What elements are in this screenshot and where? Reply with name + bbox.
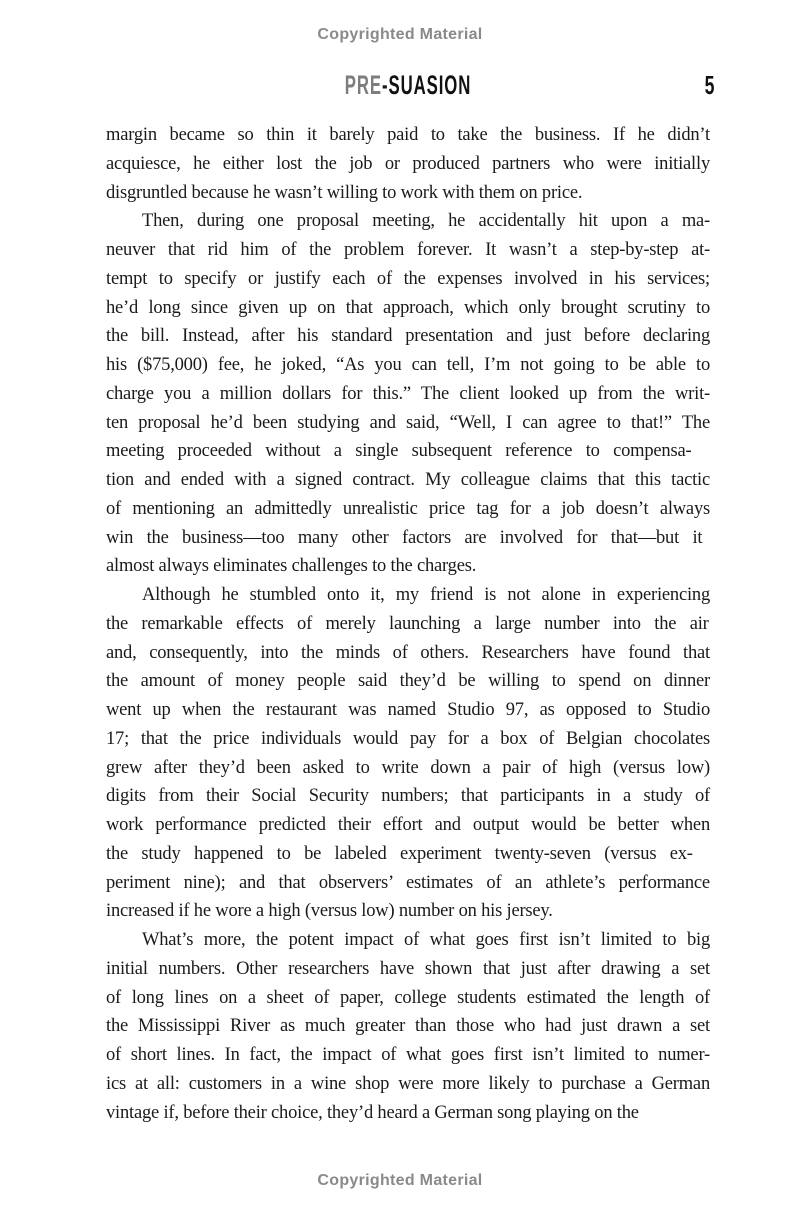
- paragraph: [106, 926, 710, 1127]
- page-number: 5: [704, 70, 714, 100]
- text-line: acquiesce, he either lost the job or produced partners who were initially: [106, 153, 710, 174]
- text-line: tion and ended with a signed contract. My colleague claims that this tactic: [106, 470, 710, 490]
- text-line: the Mississippi River as much greater than those who had just drawn a set: [106, 1016, 710, 1037]
- title-main: SUASION: [388, 70, 472, 100]
- text-line: 17; that the price individuals would pay for a box of Belgian chocolates: [106, 728, 710, 749]
- running-header: [106, 70, 714, 100]
- text-line: charge you a million dollars for this.” The client looked up from the writ-: [106, 383, 710, 404]
- text-line: work performance predicted their effort and output would be better when: [106, 815, 710, 835]
- copyright-notice-top: Copyrighted Material: [317, 26, 483, 43]
- text-line: almost always eliminates challenges to the charges.: [106, 556, 477, 577]
- text-line: his ($75,000) fee, he joked, “As you can tell, I’m not going to be able to: [106, 355, 710, 375]
- text-line: of mentioning an admittedly unrealistic price tag for a job doesn’t always: [106, 498, 710, 519]
- text-line: the study happened to be labeled experiment twenty-seven (versus ex-: [106, 843, 693, 864]
- text-line: initial numbers. Other researchers have shown that just after drawing a set: [106, 958, 710, 979]
- text-line: Then, during one proposal meeting, he accidentally hit upon a ma-: [142, 211, 710, 232]
- text-line: went up when the restaurant was named Studio 97, as opposed to Studio: [106, 700, 710, 720]
- text-line: of long lines on a sheet of paper, college students estimated the length of: [106, 987, 710, 1008]
- text-line: the bill. Instead, after his standard presentation and just before declaring: [106, 326, 710, 347]
- paragraph: [106, 121, 710, 207]
- paragraph: [106, 581, 710, 926]
- text-line: the remarkable effects of merely launching a large number into the air: [106, 613, 709, 634]
- text-line: What’s more, the potent impact of what goes first isn’t limited to big: [142, 930, 710, 950]
- text-line: digits from their Social Security numbers; that participants in a study of: [106, 786, 710, 807]
- text-line: ten proposal he’d been studying and said, “Well, I can agree to that!” The: [106, 412, 710, 433]
- text-line: of short lines. In fact, the impact of what goes first isn’t limited to numer-: [106, 1045, 710, 1065]
- text-line: and, consequently, into the minds of others. Researchers have found that: [106, 642, 710, 663]
- text-line: win the business—too many other factors are involved for that—but it: [106, 527, 703, 548]
- copyright-notice-bottom: Copyrighted Material: [317, 1172, 483, 1189]
- text-line: tempt to specify or justify each of the expenses involved in his services;: [106, 268, 710, 289]
- text-line: vintage if, before their choice, they’d heard a German song playing on the: [106, 1102, 639, 1123]
- text-line: disgruntled because he wasn’t willing to work with them on price.: [106, 182, 583, 203]
- paragraph: [106, 207, 710, 581]
- book-title-text: [345, 72, 472, 99]
- text-line: Although he stumbled onto it, my friend is not alone in experiencing: [142, 585, 710, 605]
- title-prefix: PRE: [344, 70, 382, 100]
- text-line: meeting proceeded without a single subsequent reference to compensa-: [106, 441, 692, 462]
- text-line: increased if he wore a high (versus low) number on his jersey.: [106, 901, 553, 922]
- text-line: grew after they’d been asked to write down a pair of high (versus low): [106, 757, 710, 778]
- text-line: ics at all: customers in a wine shop were more likely to purchase a German: [106, 1073, 710, 1094]
- text-line: he’d long since given up on that approach, which only brought scrutiny to: [106, 297, 710, 318]
- title-hyphen: -: [381, 70, 389, 100]
- text-line: neuver that rid him of the problem forever. It wasn’t a step-by-step at-: [106, 240, 710, 260]
- text-line: margin became so thin it barely paid to take the business. If he didn’t: [106, 125, 710, 145]
- page-body: [106, 121, 710, 1127]
- book-title: [106, 72, 710, 99]
- text-line: the amount of money people said they’d be willing to spend on dinner: [106, 671, 710, 692]
- text-line: periment nine); and that observers’ estimates of an athlete’s performance: [106, 872, 710, 893]
